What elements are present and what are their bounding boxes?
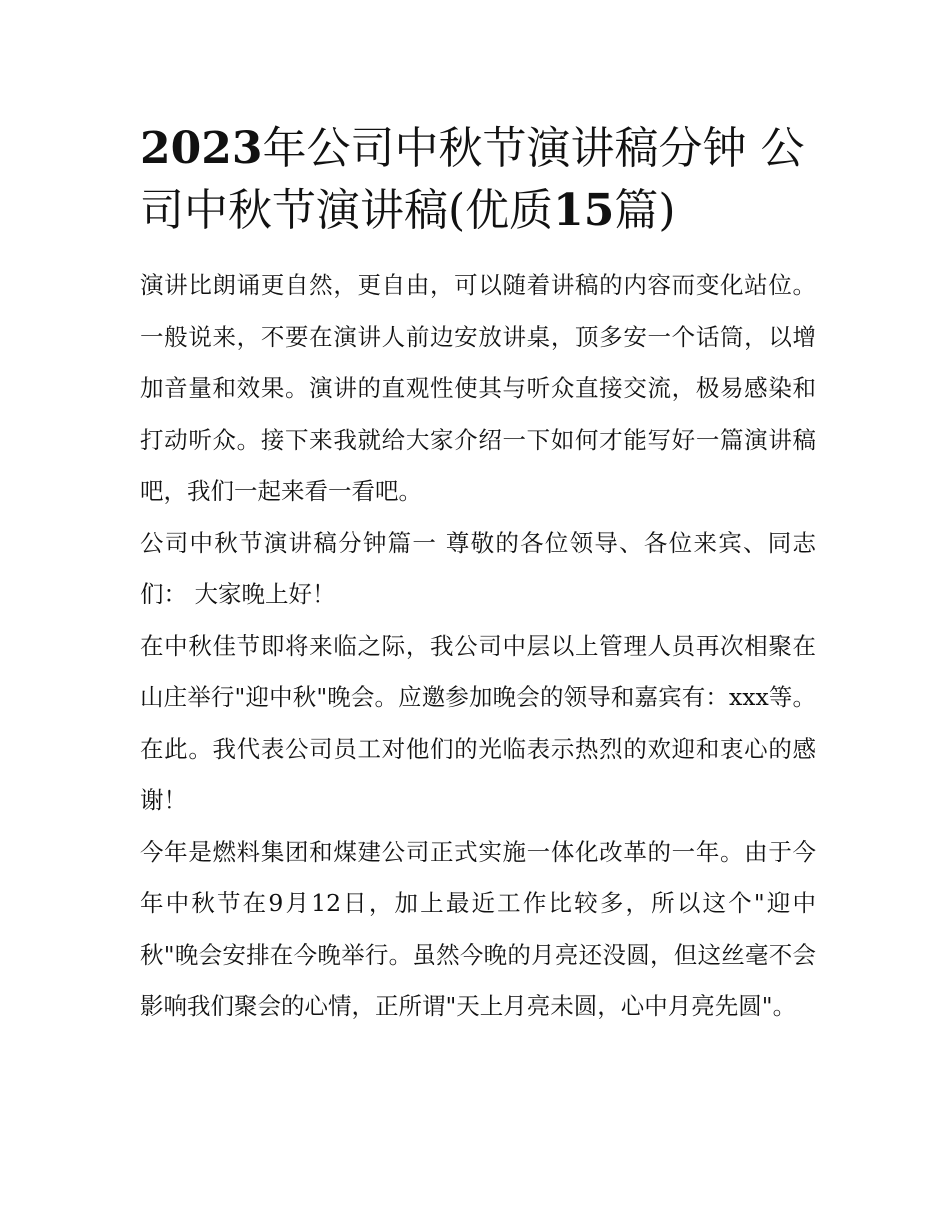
paragraph-reform: 今年是燃料集团和煤建公司正式实施一体化改革的一年。由于今年中秋节在9月12日，加上最近工作比较多，所以这个"迎中秋"晚会安排在今晚举行。虽然今晚的月亮还没圆，但这丝毫不会影响我们聚会的心情，正所谓"天上月亮未圆，心中月亮先圆"。 — [140, 837, 816, 1020]
paragraph-greeting: 公司中秋节演讲稿分钟篇一 尊敬的各位领导、各位来宾、同志们： 大家晚上好！ — [140, 528, 816, 608]
document-title: 2023年公司中秋节演讲稿分钟 公司中秋节演讲稿(优质15篇) — [140, 123, 805, 236]
paragraph-welcome: 在中秋佳节即将来临之际，我公司中层以上管理人员再次相聚在山庄举行"迎中秋"晚会。应邀参加晚会的领导和嘉宾有：xxx等。在此。我代表公司员工对他们的光临表示热烈的欢迎和衷心的感谢！ — [140, 631, 816, 814]
document-body — [140, 118, 816, 1033]
paragraph-intro: 演讲比朗诵更自然，更自由，可以随着讲稿的内容而变化站位。一般说来，不要在演讲人前边安放讲桌，顶多安一个话筒，以增加音量和效果。演讲的直观性使其与听众直接交流，极易感染和打动听众。接下来我就给大家介绍一下如何才能写好一篇演讲稿吧，我们一起来看一看吧。 — [140, 271, 816, 505]
